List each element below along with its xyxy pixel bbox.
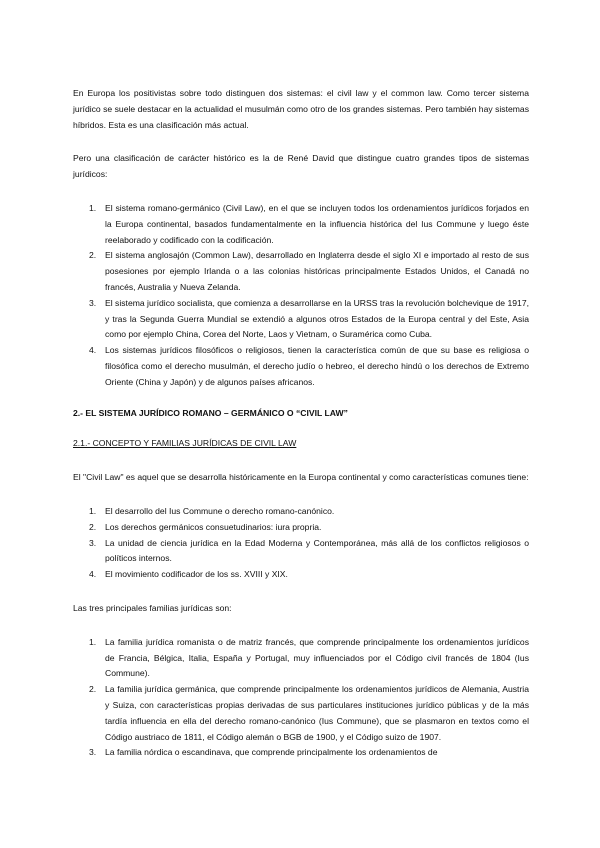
intro-paragraph: En Europa los positivistas sobre todo distinguen dos sistemas: el civil law y el common law. Como tercer sistema jurídico se suele destacar en la actualidad el musulmán como otro de los grandes sistemas. Pero también hay sistemas híbridos. Esta es una clasificación más actual. xyxy=(73,88,529,130)
list-item: 1. El desarrollo del Ius Commune o derecho romano-canónico. xyxy=(89,505,335,516)
list-item: 2. Los derechos germánicos consuetudinarios: iura propria. xyxy=(89,521,322,532)
families-list xyxy=(73,635,529,761)
characteristics-list xyxy=(73,504,529,583)
list-item: 3. La familia nórdica o escandinava, que comprende principalmente los ordenamientos de xyxy=(89,747,438,758)
list-item: 2. La familia jurídica germánica, que comprende principalmente los ordenamientos jurídicos de Alemania, Austria y Suiza, con características propias derivadas de sus particulares instituciones jurídico públicas y de la más tardía influencia en ella del derecho romano-canónico (Ius Commune), que se plasmaron en textos como el Código austriaco de 1811, el Código alemán o BGB de 1900, y el Código suizo de 1907. xyxy=(89,684,529,742)
list-item: 3. El sistema jurídico socialista, que comienza a desarrollarse en la URSS tras la revolución bolchevique de 1917, y tras la Segunda Guerra Mundial se extendió a algunos otros Estados de la Europa central y del Este, Asia como por ejemplo China, Corea del Norte, Laos y Vietnam, o Suramérica como Cuba. xyxy=(89,297,529,340)
list-item: 4. El movimiento codificador de los ss. XVIII y XIX. xyxy=(89,569,288,580)
list-item: 2. El sistema anglosajón (Common Law), desarrollado en Inglaterra desde el siglo XI e importado al resto de sus posesiones por ejemplo Irlanda o a las colonias históricas principalmente Estados Unidos, el Canadá no francés, Australia y Nueva Zelanda. xyxy=(89,250,529,292)
david-systems-list xyxy=(73,201,529,391)
list-item: 4. Los sistemas jurídicos filosóficos o religiosos, tienen la característica común de que su base es religiosa o filosófica como el derecho musulmán, el derecho judío o hebreo, el derecho hindú o los derechos de Extremo Oriente (China y Japón) y de algunos países africanos. xyxy=(89,345,529,387)
families-paragraph: Las tres principales familias jurídicas son: xyxy=(73,602,232,613)
civil-law-paragraph: El "Civil Law" es aquel que se desarrolla históricamente en la Europa continental y como características comunes tiene: xyxy=(73,472,529,483)
list-item: 1. La familia jurídica romanista o de matriz francés, que comprende principalmente los ordenamientos jurídicos de Francia, Bélgica, Italia, España y Portugal, muy influenciados por el Código civil francés de 1804 (Ius Commune). xyxy=(89,636,529,679)
subsection-heading: 2.1.- CONCEPTO Y FAMILIAS JURÍDICAS DE CIVIL LAW xyxy=(73,438,297,449)
document-body xyxy=(73,86,529,761)
section-heading: 2.- EL SISTEMA JURÍDICO ROMANO – GERMÁNICO O “CIVIL LAW” xyxy=(73,407,348,418)
david-classification-paragraph: Pero una clasificación de carácter histórico es la de René David que distingue cuatro grandes tipos de sistemas jurídicos: xyxy=(73,153,529,180)
list-item: 1. El sistema romano-germánico (Civil Law), en el que se incluyen todos los ordenamientos jurídicos forjados en la Europa continental, basados fundamentalmente en la influencia histórica del Ius Commune y luego éste reelaborado y codificado con la codificación. xyxy=(89,202,529,245)
list-item: 3. La unidad de ciencia jurídica en la Edad Moderna y Contemporánea, más allá de los conflictos religiosos o políticos internos. xyxy=(89,537,529,564)
